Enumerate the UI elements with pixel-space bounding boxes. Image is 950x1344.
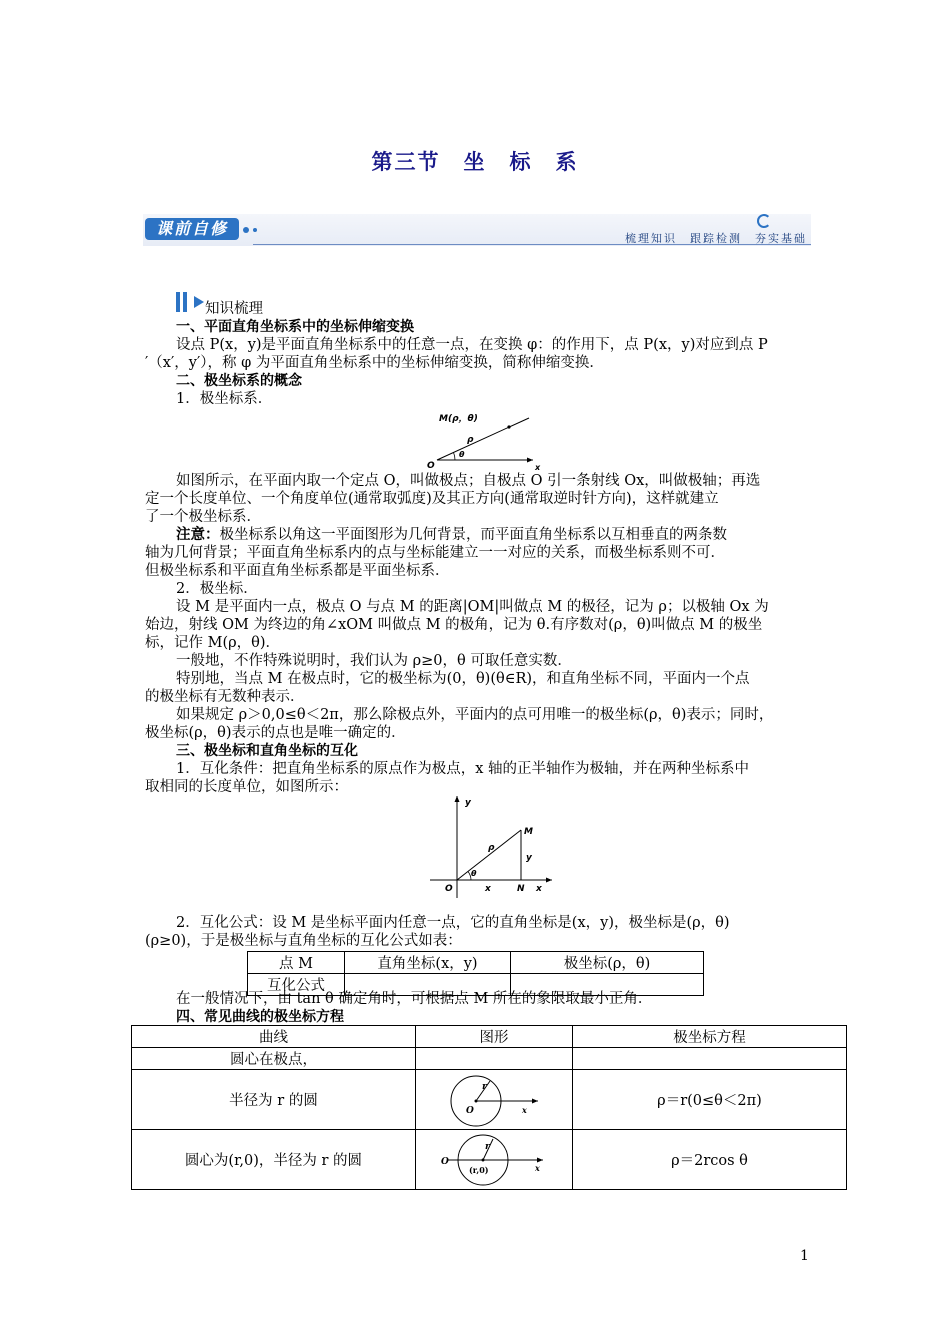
table-cell-figure xyxy=(416,1070,573,1130)
table-header: 极坐标(ρ，θ) xyxy=(511,952,704,974)
table-cell: 圆心为(r,0)，半径为 r 的圆 xyxy=(132,1130,416,1190)
fig2-label-y: y xyxy=(526,853,532,863)
fig2-label-x: x xyxy=(485,884,491,894)
paragraph-line: 定一个长度单位、一个角度单位(通常取弧度)及其正方向(通常取逆时针方向)，这样就建立 xyxy=(145,491,719,507)
fig1-label-rho: ρ xyxy=(467,435,474,445)
page-number: 1 xyxy=(800,1248,809,1264)
table-header: 极坐标方程 xyxy=(573,1026,847,1048)
heading-4: 四、常见曲线的极坐标方程 xyxy=(176,1009,344,1025)
heading-3: 三、极坐标和直角坐标的互化 xyxy=(176,743,358,759)
table-header: 点 M xyxy=(248,952,345,974)
subheading: 2．极坐标． xyxy=(176,581,258,597)
fig2-label-yaxis: y xyxy=(465,798,471,808)
svg-text:O: O xyxy=(441,1156,449,1167)
fig2-label-M: M xyxy=(524,827,533,837)
svg-text:O: O xyxy=(466,1105,474,1116)
paragraph-line: 设 M 是平面内一点，极点 O 与点 M 的距离|OM|叫做点 M 的极径，记为 ρ；以极轴 Ox 为 xyxy=(176,599,769,615)
polar-rect-figure xyxy=(425,794,560,900)
fig2-label-rho: ρ xyxy=(488,843,495,853)
svg-text:r: r xyxy=(485,1141,490,1152)
section-marker-icon xyxy=(176,292,208,312)
heading-2: 二、极坐标系的概念 xyxy=(176,373,302,389)
page-title: 第三节 坐 标 系 xyxy=(371,150,579,174)
paragraph-line: 如果规定 ρ＞0,0≤θ＜2π，那么除极点外，平面内的点可用唯一的极坐标(ρ，θ)表示；同时， xyxy=(176,707,774,723)
paragraph-line: 的极坐标有无数种表示． xyxy=(145,689,305,705)
paragraph-line: 如图所示，在平面内取一个定点 O，叫做极点；自极点 O 引一条射线 Ox，叫做极轴；再选 xyxy=(176,473,761,489)
note-label: 注意： xyxy=(176,526,220,543)
paragraph-line: 一般地，不作特殊说明时，我们认为 ρ≥0，θ 可取任意实数． xyxy=(176,653,572,669)
paragraph-line: ′（x′，y′），称 φ 为平面直角坐标系中的坐标伸缩变换，简称伸缩变换． xyxy=(145,355,604,371)
fig2-label-O: O xyxy=(445,884,453,894)
banner-label: 课前自修 xyxy=(145,218,239,240)
svg-text:x: x xyxy=(522,1104,527,1115)
fig1-label-theta: θ xyxy=(459,450,465,459)
paragraph-line: 始边，射线 OM 为终边的角∠xOM 叫做点 M 的极角，记为 θ.有序数对(ρ，θ)叫做点 M 的极坐 xyxy=(145,617,763,633)
fig2-label-xaxis: x xyxy=(536,884,542,894)
table-cell: ρ＝r(0≤θ＜2π) xyxy=(573,1070,847,1130)
paragraph-line: 取相同的长度单位，如图所示： xyxy=(145,779,348,795)
table-cell: ρ＝2rcos θ xyxy=(573,1130,847,1190)
paragraph-line: 特别地，当点 M 在极点时，它的极坐标为(0，θ)(θ∈R)，和直角坐标不同，平面内一个点 xyxy=(176,671,750,687)
polar-point-figure xyxy=(425,408,541,472)
fig2-label-theta: θ xyxy=(471,869,477,878)
table-cell: 圆心在极点， xyxy=(132,1048,416,1070)
svg-text:r: r xyxy=(482,1081,487,1092)
swirl-icon xyxy=(757,214,771,228)
fig1-label-O: O xyxy=(427,461,435,471)
fig2-label-N: N xyxy=(517,884,525,894)
banner-dot-icon xyxy=(253,228,257,232)
table-cell: 半径为 r 的圆 xyxy=(132,1070,416,1130)
paragraph-line: 极坐标(ρ，θ)表示的点也是唯一确定的． xyxy=(145,725,406,741)
circle-offset-figure xyxy=(439,1131,549,1189)
table-cell xyxy=(416,1048,573,1070)
note-line: 轴为几何背景；平面直角坐标系内的点与坐标能建立一一对应的关系，而极坐标系则不可． xyxy=(145,545,725,561)
circle-at-pole-figure xyxy=(444,1071,544,1129)
banner-dot-icon xyxy=(243,227,249,233)
note-line: 但极坐标系和平面直角坐标系都是平面坐标系． xyxy=(145,563,450,579)
table-header: 图形 xyxy=(416,1026,573,1048)
svg-text:(r,0): (r,0) xyxy=(469,1164,489,1175)
paragraph-line: 在一般情况下，由 tan θ 确定角时，可根据点 M 所在的象限取最小正角． xyxy=(176,991,653,1007)
table-header: 直角坐标(x，y) xyxy=(345,952,511,974)
table-row-label: 互化公式 xyxy=(248,974,345,996)
section-banner xyxy=(143,214,811,246)
banner-subtitle: 梳理知识 跟踪检测 夯实基础 xyxy=(625,232,807,245)
svg-text:x: x xyxy=(535,1162,540,1173)
paragraph-line: 标，记作 M(ρ，θ)． xyxy=(145,635,281,651)
table-header: 曲线 xyxy=(132,1026,416,1048)
paragraph-line: 了一个极坐标系． xyxy=(145,509,261,525)
paragraph-line: (ρ≥0)，于是极坐标与直角坐标的互化公式如表： xyxy=(145,933,462,949)
paragraph-line: 2．互化公式：设 M 是坐标平面内任意一点，它的直角坐标是(x，y)，极坐标是(ρ，θ) xyxy=(176,915,730,931)
fig1-label-M: M(ρ，θ) xyxy=(439,414,478,424)
paragraph-line: 设点 P(x，y)是平面直角坐标系中的任意一点，在变换 φ：的作用下，点 P(x，y)对应到点 P xyxy=(176,337,768,353)
fig1-label-x: x xyxy=(535,463,541,472)
heading-1: 一、平面直角坐标系中的坐标伸缩变换 xyxy=(176,319,414,335)
table-cell-figure xyxy=(416,1130,573,1190)
paragraph-line: 1．互化条件：把直角坐标系的原点作为极点，x 轴的正半轴作为极轴，并在两种坐标系中 xyxy=(176,761,750,777)
table-cell xyxy=(573,1048,847,1070)
curves-table xyxy=(131,1025,847,1190)
section-heading: 知识梳理 xyxy=(205,301,263,317)
subheading: 1．极坐标系． xyxy=(176,391,273,407)
note-line: 注意：极坐标系以角这一平面图形为几何背景，而平面直角坐标系以互相垂直的两条数 xyxy=(176,526,727,543)
